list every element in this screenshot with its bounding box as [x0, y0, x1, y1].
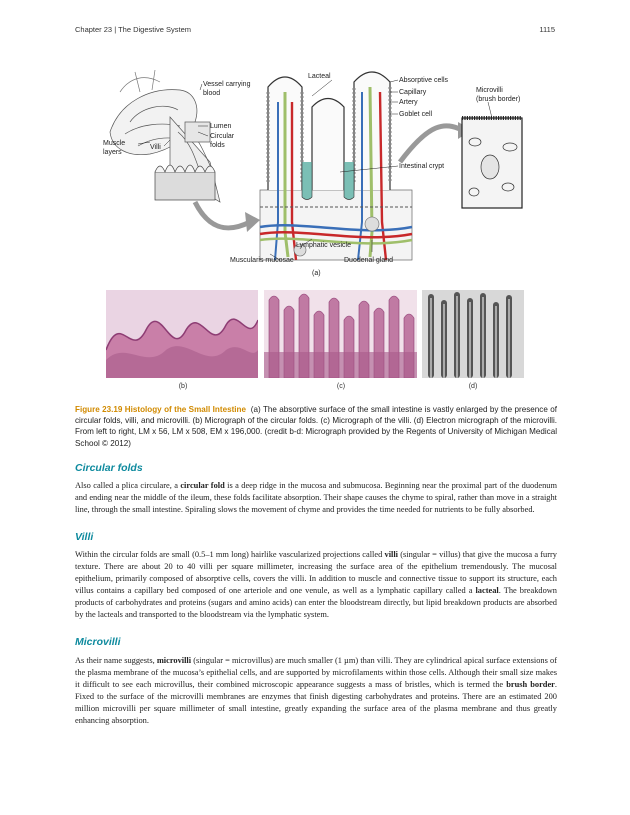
- micrograph-d: [422, 290, 524, 378]
- text-run: (singular = microvillus) are much smaller (1 µm) than villi. They are cylindrical apical surface extensions of the plasma membrane of the mucosa’s epithelial cells, and are supported by microfilaments within those cells. Although their small size makes it difficult to see each microvillus, their combined microscopic appearance suggests a mass of bristles, which is termed the: [75, 656, 557, 690]
- villus-diagram: [260, 72, 412, 260]
- chapter-title: Chapter 23 | The Digestive System: [75, 25, 192, 34]
- paragraph-circular-folds: [75, 480, 557, 516]
- panel-label-d: (d): [468, 383, 478, 390]
- text-run: is a deep ridge in the mucosa and submucosa. Beginning near the proximal part of the duodenum and ending near the middle of the ileum, these folds facilitate absorption. Their shape causes the chyme to spiral, rather than move in a straight line, through the small intestine. Spiraling slows the movement of chyme and provides the time needed for nutrients to be fully absorbed.: [75, 481, 557, 515]
- section-heading-villi: Villi: [75, 531, 94, 543]
- text-run: (singular = villus) that give the mucosa a furry texture. There are about 20 to 40 villi per square millimeter, increasing the surface area of the epithelium tremendously. The mucosal epithelium, primarily composed of absorptive cells, covers the villi. In addition to muscle and connective tissue to support its structure, each villus contains a capillary bed composed of one arteriole and one venule, as well as a lymphatic capillary called a: [75, 550, 557, 596]
- term-brush-border: brush border: [506, 680, 555, 690]
- figure-illustration-a: [100, 62, 530, 284]
- label-artery: Artery: [399, 99, 418, 106]
- label-villi: Villi: [150, 144, 161, 151]
- label-layers: layers: [103, 149, 122, 156]
- text-run: Also called a plica circulare, a: [75, 481, 181, 490]
- label-duodenal: Duodenal gland: [344, 257, 394, 264]
- paragraph-villi: [75, 549, 557, 622]
- running-head: [75, 25, 555, 37]
- text-run: As their name suggests,: [75, 656, 157, 665]
- caption-title: Figure 23.19 Histology of the Small Intestine: [75, 405, 246, 414]
- label-microvilli: Microvilli: [476, 87, 503, 94]
- microvilli-cell: [462, 118, 522, 208]
- label-goblet: Goblet cell: [399, 111, 433, 118]
- text-run: Within the circular folds are small (0.5–1 mm long) hairlike vascularized projections called: [75, 550, 385, 559]
- label-lymphatic: Lymphatic vesicle: [296, 242, 351, 249]
- label-lumen: Lumen: [210, 123, 232, 130]
- label-circular: Circular: [210, 133, 235, 140]
- caption-text: (a) The absorptive surface of the small intestine is vastly enlarged by the presence of circular folds, villi, and microvilli. (b) Micrograph of the circular folds. (c) Micrograph of the villi. (d) Electron micrograph of the microvilli. From left to right, LM x 56, LM x 508, EM x 196,000. (credit b-d: Micrograph provided by the Regents of University of Michigan Medical School © 2012): [75, 405, 557, 448]
- panel-label-c: (c): [336, 383, 346, 390]
- label-lacteal: Lacteal: [308, 73, 331, 80]
- micrograph-b: [106, 290, 258, 378]
- figure-caption: [75, 404, 557, 449]
- term-lacteal: lacteal: [475, 586, 499, 596]
- label-vessel: Vessel carrying: [203, 81, 251, 88]
- label-capillary: Capillary: [399, 89, 427, 96]
- term-microvilli: microvilli: [156, 656, 192, 665]
- micrograph-c: [264, 290, 417, 378]
- text-run: . Fixed to the surface of the microvilli membranes are enzymes that finish digesting carbohydrates and proteins. There are an estimated 200 million microvilli per square millimeter of small intestine, greatly expanding the surface area of the plasma membrane and thus greatly enhancing absorption.: [75, 680, 557, 726]
- term-circular-fold: circular fold: [180, 481, 225, 490]
- label-vessel-2: blood: [203, 90, 221, 97]
- label-folds: folds: [210, 142, 225, 149]
- page-number: 1115: [539, 25, 555, 34]
- term-villi: villi: [384, 550, 398, 559]
- magnify-arrow-1: [195, 202, 250, 228]
- section-heading-circular-folds: Circular folds: [75, 462, 143, 474]
- paragraph-microvilli: [75, 655, 557, 728]
- magnify-arrow-2: [400, 126, 462, 162]
- label-muscularis: Muscularis mucosae: [230, 257, 294, 264]
- label-brush: (brush border): [476, 96, 521, 103]
- label-muscle: Muscle: [103, 140, 126, 147]
- label-absorptive: Absorptive cells: [399, 77, 449, 84]
- text-run: . The breakdown products of carbohydrates and proteins (sugars and amino acids) can enter the bloodstream directly, but lipid breakdown products are absorbed by the lacteals and transported to the bloodstream via the lymphatic system.: [75, 586, 557, 620]
- label-crypt: Intestinal crypt: [399, 163, 445, 170]
- panel-label-b: (b): [178, 383, 188, 390]
- section-heading-microvilli: Microvilli: [75, 636, 121, 648]
- label-panel-a: (a): [312, 270, 321, 277]
- intestine-diagram: [100, 62, 530, 284]
